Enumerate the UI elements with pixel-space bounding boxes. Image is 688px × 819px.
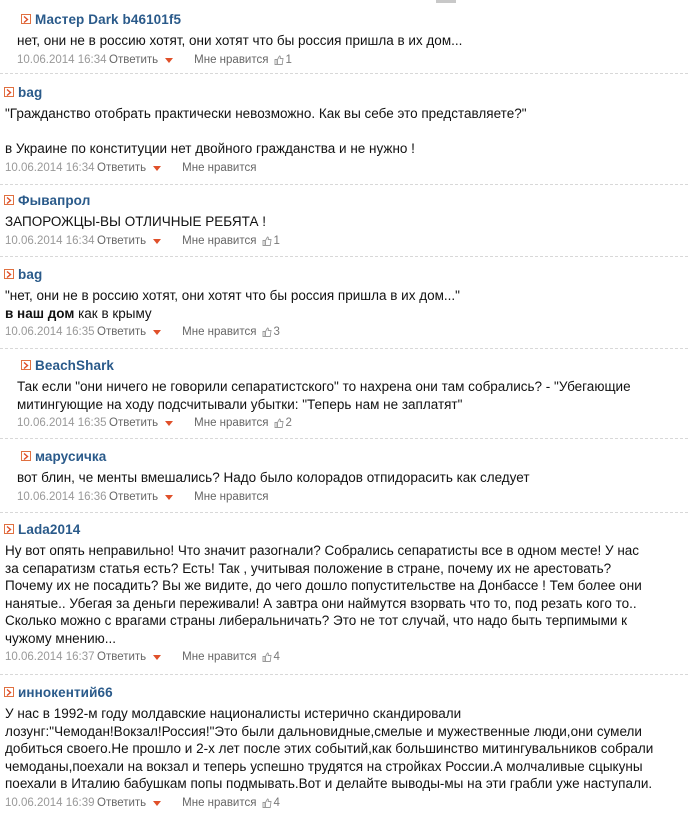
like-button[interactable]: Мне нравится [182, 326, 257, 338]
divider [0, 674, 688, 675]
reply-button[interactable]: Ответить [109, 54, 173, 66]
like-count: 3 [262, 326, 279, 338]
comment-meta [5, 233, 688, 249]
comment-author[interactable]: Lada2014 [18, 521, 81, 537]
divider [0, 73, 688, 74]
like-button[interactable]: Мне нравится [194, 53, 269, 66]
caret-down-icon [165, 495, 173, 500]
comment-author[interactable]: BeachShark [35, 357, 115, 373]
reply-arrow-icon [4, 269, 14, 279]
caret-down-icon [153, 801, 161, 806]
caret-down-icon [153, 330, 161, 335]
comment [0, 191, 688, 249]
like-count: 2 [274, 417, 291, 429]
reply-button[interactable]: Ответить [97, 326, 161, 338]
reply-button[interactable]: Ответить [97, 235, 161, 247]
reply-arrow-icon [4, 87, 14, 97]
comment-date: 10.06.2014 16:35 [17, 417, 107, 429]
reply-arrow-icon [4, 687, 14, 697]
reply-button[interactable]: Ответить [109, 417, 173, 429]
like-button[interactable]: Мне нравится [182, 796, 257, 809]
comment [0, 447, 688, 505]
comment-text: Ну вот опять неправильно! Что значит разогнали? Собрались сепаратисты все в одном месте! У нас за сепаратизм статья есть? Есть! Так , учитывая положение в стране, почему их не арестовать? Почему их не посадить? Вы же видите, до чего дошло попустительстве на Донбассе ! Тем более они нанятые.. Убегая за деньги переживали! А завтра они наймутся взорвать что то, под резать кого то.. Сколько можно с врагами страны либеральничать? Это не тот случай, что надо быть терпимыми к чужому мнению... [5, 543, 642, 646]
comment-author[interactable]: марусичка [35, 448, 107, 464]
reply-arrow-icon [4, 195, 14, 205]
like-button[interactable]: Мне нравится [194, 490, 269, 503]
reply-arrow-icon [21, 14, 31, 24]
like-button[interactable]: Мне нравится [194, 417, 269, 429]
comment [0, 10, 688, 68]
comment-date: 10.06.2014 16:39 [5, 796, 95, 809]
like-count: 4 [262, 797, 279, 809]
top-edge-line [436, 0, 456, 3]
comment-author[interactable]: Фывапрол [18, 192, 91, 208]
reply-button[interactable]: Ответить [97, 651, 161, 663]
thumbs-up-icon [274, 418, 284, 428]
caret-down-icon [165, 421, 173, 426]
comment [0, 265, 688, 340]
comment-meta [17, 489, 688, 505]
comment-meta [17, 52, 688, 68]
reply-button[interactable]: Ответить [109, 491, 173, 503]
like-count: 1 [274, 54, 291, 66]
comment [0, 520, 688, 665]
like-button[interactable]: Мне нравится [182, 234, 257, 247]
divider [0, 256, 688, 257]
divider [0, 184, 688, 185]
comment-text: "Гражданство отобрать практически невозможно. Как вы себе это представляете?" в Украине по конституции нет двойного гражданства и не нужно ! [5, 106, 527, 156]
thumbs-up-icon [274, 55, 284, 65]
comment-date: 10.06.2014 16:36 [17, 490, 107, 503]
reply-arrow-icon [4, 524, 14, 534]
reply-arrow-icon [21, 360, 31, 370]
comment [0, 83, 688, 176]
comment-date: 10.06.2014 16:34 [17, 53, 107, 66]
divider [0, 348, 688, 349]
reply-button[interactable]: Ответить [97, 797, 161, 809]
caret-down-icon [153, 239, 161, 244]
caret-down-icon [153, 166, 161, 171]
comment-text: У нас в 1992-м году молдавские националисты истерично скандировали лозунг:"Чемодан!Вокзал!Россия!"Это были дальновидные,смелые и мужественные люди,они сумели добиться своего.Не прошло и 2-х лет после этих событий,как большинство митингувальников собрали чемоданы,поехали на вокзал и теперь успешно трудятся на стройках России.А молчаливые сцыкуны поехали в Италию бабушкам попы подмывать.Вот и делайте выводы-мы на эти грабли уже наступали. [5, 706, 654, 791]
comment-author[interactable]: иннокентий66 [18, 684, 113, 700]
comment-date: 10.06.2014 16:34 [5, 234, 95, 247]
divider [0, 512, 688, 513]
caret-down-icon [165, 58, 173, 63]
comment-author[interactable]: bag [18, 84, 43, 100]
comment-author[interactable]: Мастер Dark b46101f5 [35, 11, 182, 27]
thumbs-up-icon [262, 327, 272, 337]
comment-date: 10.06.2014 16:35 [5, 326, 95, 338]
caret-down-icon [153, 655, 161, 660]
comment-date: 10.06.2014 16:34 [5, 161, 95, 174]
divider [0, 438, 688, 439]
comment [0, 356, 688, 431]
comment-meta [5, 649, 688, 665]
comment-text: вот блин, че менты вмешались? Надо было колорадов отпидорасить как следует [17, 470, 530, 485]
like-count: 1 [262, 235, 279, 247]
comment-text: нет, они не в россию хотят, они хотят что бы россия пришла в их дом... [17, 33, 463, 48]
comment-date: 10.06.2014 16:37 [5, 651, 95, 663]
comment-meta [5, 160, 688, 176]
comment-author[interactable]: bag [18, 266, 43, 282]
reply-button[interactable]: Ответить [97, 162, 161, 174]
comment-text: Так если "они ничего не говорили сепаратистского" то нахрена они там собрались? - "Убегающие митингующие на ходу подсчитывали убытки: "Теперь нам не заплатят" [17, 379, 631, 412]
thumbs-up-icon [262, 236, 272, 246]
comment-text: "нет, они не в россию хотят, они хотят что бы россия пришла в их дом..." в наш дом как в крыму [5, 288, 460, 321]
thumbs-up-icon [262, 798, 272, 808]
reply-arrow-icon [21, 451, 31, 461]
comment-meta [5, 795, 688, 811]
comment-text: ЗАПОРОЖЦЫ-ВЫ ОТЛИЧНЫЕ РЕБЯТА ! [5, 214, 266, 229]
comment-meta [17, 415, 688, 431]
like-button[interactable]: Мне нравится [182, 161, 257, 174]
thumbs-up-icon [262, 652, 272, 662]
like-button[interactable]: Мне нравится [182, 651, 257, 663]
like-count: 4 [262, 651, 279, 663]
comment [0, 683, 688, 811]
comment-meta [5, 324, 688, 340]
